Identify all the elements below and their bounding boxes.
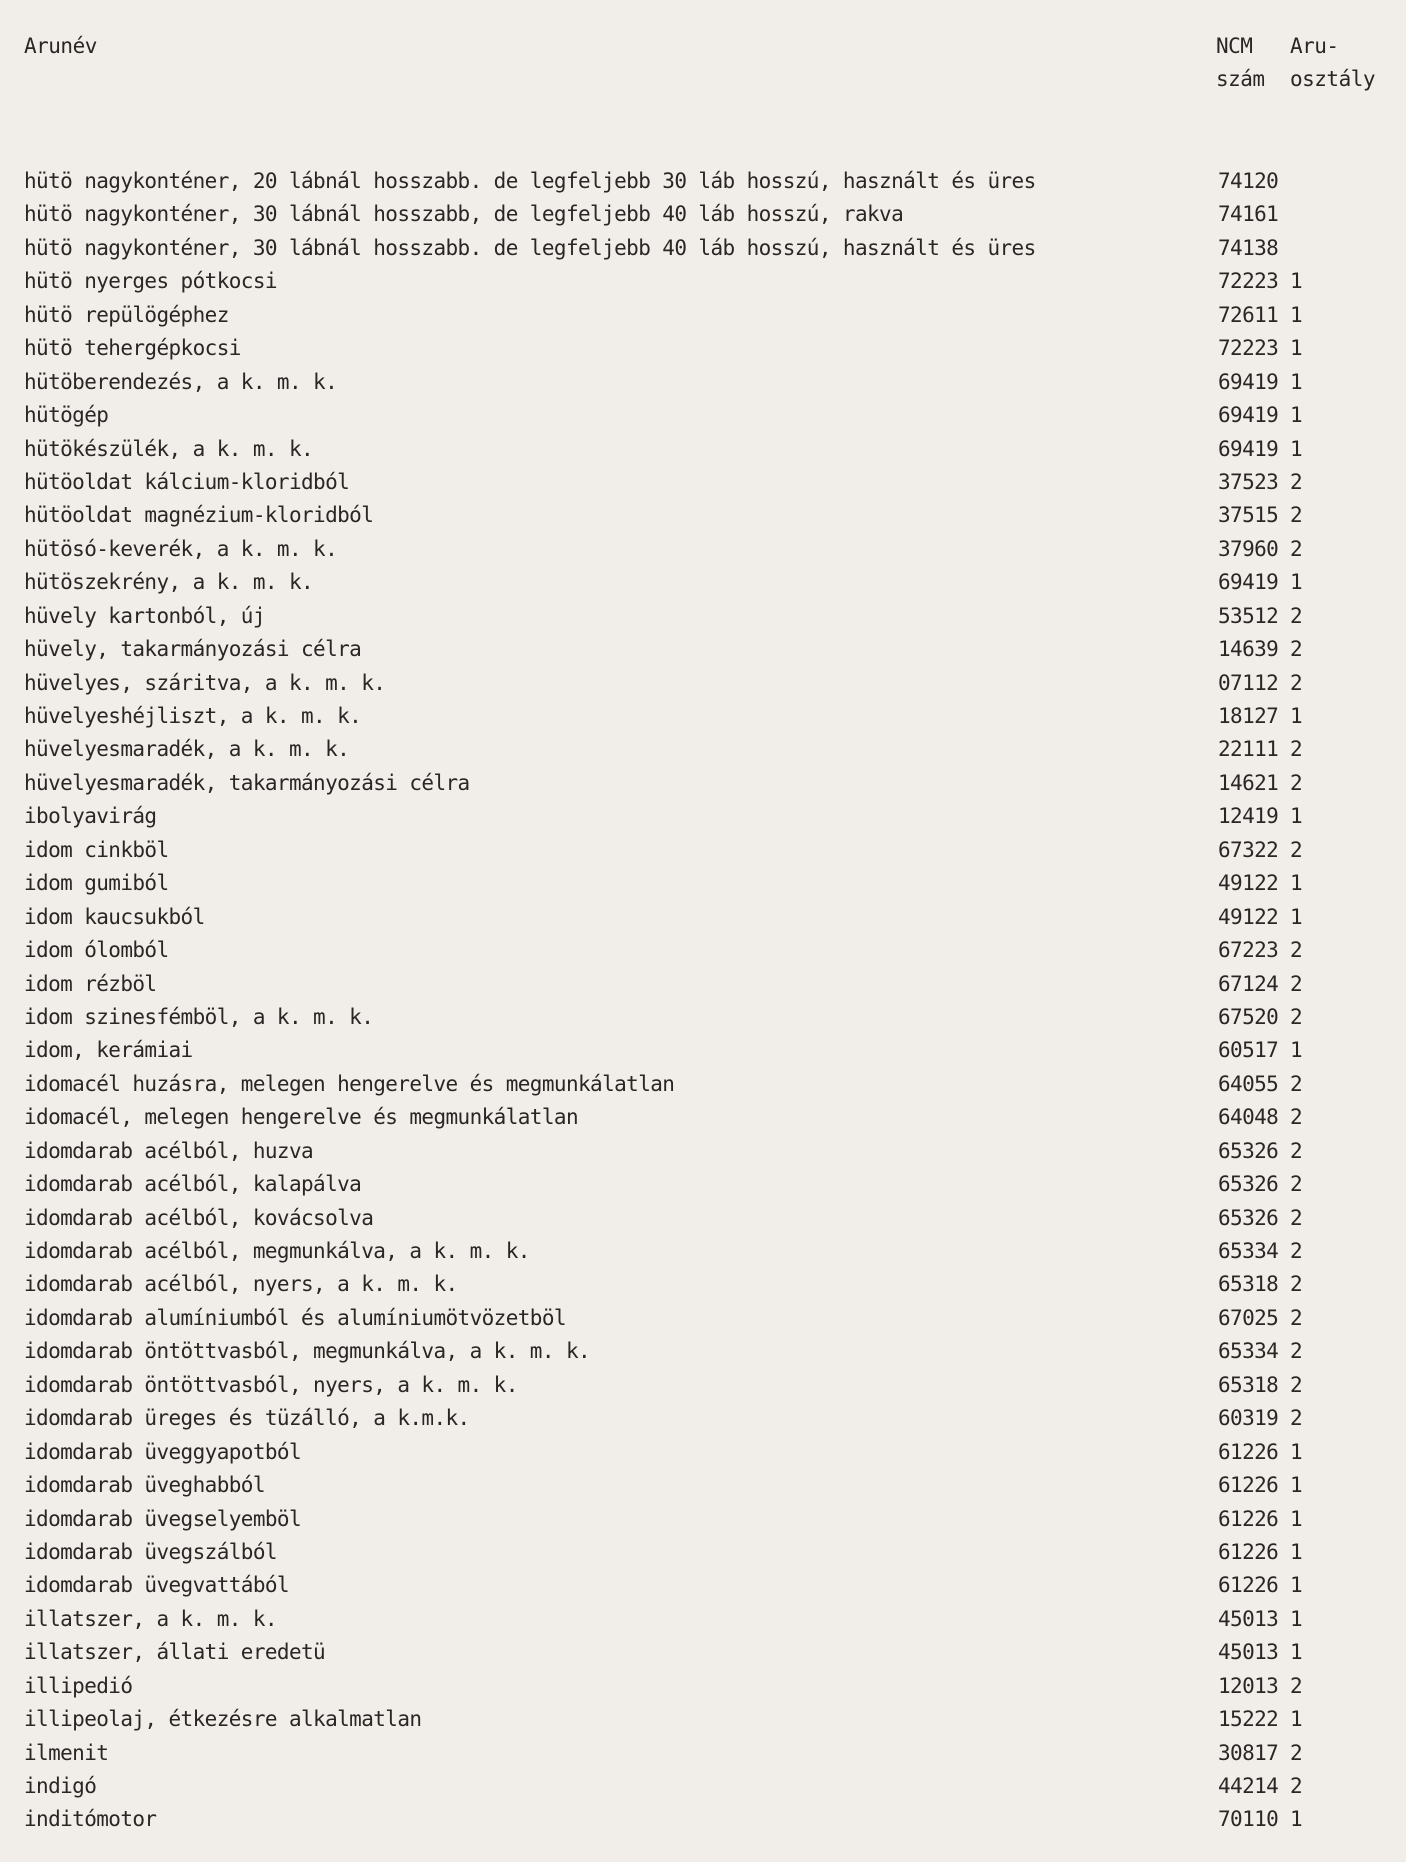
product-name: ilmenit: [24, 1740, 109, 1765]
product-class: 1: [1290, 369, 1303, 394]
list-item: [0, 1603, 1406, 1636]
list-item: [0, 968, 1406, 1001]
product-name: idomacél, melegen hengerelve és megmunkálatlan: [24, 1105, 578, 1130]
ncm-number: 14621: [1218, 770, 1279, 795]
product-class: 1: [1290, 704, 1303, 728]
product-name: hütöoldat magnézium-kloridból: [24, 503, 374, 528]
list-item: [0, 299, 1406, 332]
product-class: 2: [1290, 1774, 1303, 1798]
product-class: 1: [1290, 403, 1303, 428]
product-class: 2: [1290, 1105, 1303, 1130]
ncm-number: 61226: [1218, 1439, 1279, 1464]
ncm-number: 72223: [1218, 269, 1279, 294]
list-item: [0, 232, 1406, 265]
list-item: [0, 433, 1406, 466]
ncm-number: 67322: [1218, 837, 1279, 862]
product-name: hütögép: [24, 403, 109, 428]
product-class: 2: [1290, 1138, 1303, 1163]
product-class: 2: [1290, 1673, 1303, 1698]
product-name: idomdarab acélból, kalapálva: [24, 1172, 362, 1197]
product-name: idom szinesfémböl, a k. m. k.: [24, 1004, 374, 1029]
list-item: [0, 1101, 1406, 1134]
list-item: [0, 1770, 1406, 1803]
list-item: [0, 366, 1406, 399]
ncm-number: 61226: [1218, 1473, 1279, 1498]
product-name: hütöoldat kálcium-kloridból: [24, 469, 350, 494]
product-name: idomdarab üvegselyemböl: [24, 1506, 301, 1531]
product-class: 2: [1290, 1406, 1303, 1431]
ncm-number: 69419: [1218, 436, 1279, 461]
product-class: 1: [1290, 1573, 1303, 1598]
product-name: hütö nagykonténer, 20 lábnál hosszabb. de legfeljebb 30 láb hosszú, használt és üres: [24, 169, 1036, 193]
ncm-number: 64048: [1218, 1105, 1279, 1130]
product-name: hütö nagykonténer, 30 lábnál hosszabb. de legfeljebb 40 láb hosszú, használt és üres: [24, 235, 1036, 260]
product-name: ibolyavirág: [24, 804, 157, 829]
ncm-number: 74120: [1218, 169, 1279, 193]
ncm-number: 14639: [1218, 637, 1279, 662]
product-class: 2: [1290, 1004, 1303, 1029]
product-class: 1: [1290, 904, 1303, 929]
list-item: [0, 1503, 1406, 1536]
ncm-number: 65334: [1218, 1339, 1279, 1364]
product-name: hüvely kartonból, új: [24, 603, 265, 628]
product-name: idomdarab öntöttvasból, nyers, a k. m. k.: [24, 1372, 518, 1397]
list-item: [0, 1001, 1406, 1034]
ncm-number: 07112: [1218, 670, 1279, 695]
list-item: [0, 466, 1406, 499]
product-class: 2: [1290, 469, 1303, 494]
product-name: illipedió: [24, 1673, 133, 1698]
product-class: 2: [1290, 536, 1303, 561]
product-name: idomdarab acélból, kovácsolva: [24, 1205, 374, 1230]
product-class: 2: [1290, 637, 1303, 662]
product-name: idomacél huzásra, melegen hengerelve és megmunkálatlan: [24, 1071, 675, 1096]
ncm-number: 72223: [1218, 336, 1279, 361]
ncm-number: 74138: [1218, 235, 1279, 260]
product-class: 2: [1290, 1272, 1303, 1297]
list-item: [0, 1135, 1406, 1168]
list-item: [0, 633, 1406, 666]
list-item: [0, 499, 1406, 532]
ncm-number: 65326: [1218, 1138, 1279, 1163]
ncm-number: 12013: [1218, 1673, 1279, 1698]
ncm-number: 65318: [1218, 1372, 1279, 1397]
product-class: 2: [1290, 1172, 1303, 1197]
product-name: hüvelyesmaradék, a k. m. k.: [24, 737, 350, 762]
ncm-number: 61226: [1218, 1539, 1279, 1564]
ncm-number: 67025: [1218, 1305, 1279, 1330]
product-name: idom rézböl: [24, 971, 157, 996]
column-header-product-name: Arunév: [24, 34, 97, 58]
product-name: idomdarab acélból, nyers, a k. m. k.: [24, 1272, 458, 1297]
product-class: 1: [1290, 269, 1303, 294]
column-header-product-class: [1290, 30, 1375, 96]
product-class: 1: [1290, 1640, 1303, 1665]
list-item: [0, 767, 1406, 800]
product-class: 1: [1290, 336, 1303, 361]
ncm-number: 65326: [1218, 1205, 1279, 1230]
list-item: [0, 265, 1406, 298]
list-item: [0, 1737, 1406, 1770]
list-item: [0, 700, 1406, 733]
product-class: 1: [1290, 1807, 1303, 1832]
product-class: 1: [1290, 1606, 1303, 1631]
product-class: 2: [1290, 1305, 1303, 1330]
product-class: 1: [1290, 871, 1303, 896]
list-item: [0, 1302, 1406, 1335]
product-name: idom, kerámiai: [24, 1038, 193, 1063]
ncm-number: 74161: [1218, 202, 1279, 227]
product-name: hütösó-keverék, a k. m. k.: [24, 536, 338, 561]
product-class: 2: [1290, 1740, 1303, 1765]
product-name: illatszer, állati eredetü: [24, 1640, 326, 1665]
list-item: [0, 1068, 1406, 1101]
product-class: 1: [1290, 1439, 1303, 1464]
list-item: [0, 1569, 1406, 1602]
ncm-number: 49122: [1218, 871, 1279, 896]
list-item: [0, 332, 1406, 365]
product-name: inditómotor: [24, 1807, 157, 1832]
product-class: 1: [1290, 436, 1303, 461]
ncm-number: 72611: [1218, 302, 1279, 327]
product-class: 2: [1290, 503, 1303, 528]
product-name: idomdarab alumíniumból és alumíniumötvözetböl: [24, 1305, 566, 1330]
list-item: [0, 1335, 1406, 1368]
product-name: idomdarab öntöttvasból, megmunkálva, a k. m. k.: [24, 1339, 591, 1364]
list-item: [0, 667, 1406, 700]
ncm-number: 45013: [1218, 1640, 1279, 1665]
list-item: [0, 934, 1406, 967]
ncm-number: 22111: [1218, 737, 1279, 762]
list-item: [0, 1402, 1406, 1435]
product-class: 1: [1290, 1038, 1303, 1063]
class-header-line2: osztály: [1290, 67, 1376, 91]
list-item: [0, 1469, 1406, 1502]
list-item: [0, 399, 1406, 432]
ncm-number: 49122: [1218, 904, 1279, 929]
ncm-number: 18127: [1218, 704, 1279, 728]
product-class: 2: [1290, 670, 1303, 695]
product-class: 1: [1290, 1473, 1303, 1498]
product-name: idomdarab üveghabból: [24, 1473, 265, 1498]
product-class: 1: [1290, 1539, 1303, 1564]
product-class: 1: [1290, 804, 1303, 829]
product-class: 1: [1290, 1707, 1303, 1732]
product-name: idomdarab acélból, huzva: [24, 1138, 314, 1163]
ncm-number: 65334: [1218, 1239, 1279, 1263]
product-class: 2: [1290, 1339, 1303, 1364]
product-class: 2: [1290, 1071, 1303, 1096]
product-class: 2: [1290, 837, 1303, 862]
product-class: 2: [1290, 603, 1303, 628]
list-item: [0, 1703, 1406, 1736]
product-name: hütöszekrény, a k. m. k.: [24, 570, 314, 595]
list-item: [0, 1034, 1406, 1067]
product-name: hüvely, takarmányozási célra: [24, 637, 362, 662]
list-item: [0, 1369, 1406, 1402]
product-name: indigó: [24, 1774, 97, 1798]
product-name: hütö nagykonténer, 30 lábnál hosszabb, de legfeljebb 40 láb hosszú, rakva: [24, 202, 904, 227]
product-name: idomdarab üvegszálból: [24, 1539, 277, 1564]
ncm-number: 69419: [1218, 369, 1279, 394]
product-class: 2: [1290, 737, 1303, 762]
product-name: hütö nyerges pótkocsi: [24, 269, 277, 294]
ncm-number: 44214: [1218, 1774, 1279, 1798]
list-item: [0, 834, 1406, 867]
ncm-number: 64055: [1218, 1071, 1279, 1096]
product-name: idom ólomból: [24, 938, 169, 963]
list-item: [0, 165, 1406, 198]
ncm-number: 69419: [1218, 570, 1279, 595]
list-item: [0, 1235, 1406, 1268]
ncm-number: 61226: [1218, 1506, 1279, 1531]
ncm-number: 61226: [1218, 1573, 1279, 1598]
list-item: [0, 800, 1406, 833]
product-name: idomdarab üreges és tüzálló, a k.m.k.: [24, 1406, 470, 1431]
ncm-number: 67223: [1218, 938, 1279, 963]
product-name: hütökészülék, a k. m. k.: [24, 436, 314, 461]
list-item: [0, 1202, 1406, 1235]
ncm-number: 45013: [1218, 1606, 1279, 1631]
ncm-number: 70110: [1218, 1807, 1279, 1832]
ncm-number: 65318: [1218, 1272, 1279, 1297]
list-item: [0, 600, 1406, 633]
product-name: hüvelyes, száritva, a k. m. k.: [24, 670, 386, 695]
product-name: idomdarab üveggyapotból: [24, 1439, 301, 1464]
column-header-ncm-number: [1216, 30, 1265, 96]
list-item: [0, 1436, 1406, 1469]
list-item: [0, 867, 1406, 900]
product-name: illatszer, a k. m. k.: [24, 1606, 277, 1631]
ncm-number: 65326: [1218, 1172, 1279, 1197]
product-class: 1: [1290, 1506, 1303, 1531]
product-name: idom gumiból: [24, 871, 169, 896]
ncm-number: 37523: [1218, 469, 1279, 494]
ncm-number: 15222: [1218, 1707, 1279, 1732]
ncm-number: 67520: [1218, 1004, 1279, 1029]
ncm-number: 12419: [1218, 804, 1279, 829]
list-item: [0, 198, 1406, 231]
list-item: [0, 1670, 1406, 1703]
product-class: 1: [1290, 302, 1303, 327]
product-name: hütö repülögéphez: [24, 302, 229, 327]
product-name: idomdarab üvegvattából: [24, 1573, 289, 1598]
class-header-line1: Aru-: [1290, 34, 1339, 58]
product-class: 2: [1290, 1372, 1303, 1397]
product-name: idomdarab acélból, megmunkálva, a k. m. k.: [24, 1239, 530, 1263]
ncm-number: 60517: [1218, 1038, 1279, 1063]
ncm-number: 53512: [1218, 603, 1279, 628]
list-item: [0, 533, 1406, 566]
product-name: hütö tehergépkocsi: [24, 336, 241, 361]
list-item: [0, 1168, 1406, 1201]
product-name: hüvelyesmaradék, takarmányozási célra: [24, 770, 470, 795]
ncm-number: 67124: [1218, 971, 1279, 996]
product-class: 2: [1290, 1239, 1303, 1263]
product-name: idom cinkböl: [24, 837, 169, 862]
product-name: hüvelyeshéjliszt, a k. m. k.: [24, 704, 362, 728]
product-class: 2: [1290, 971, 1303, 996]
product-list: [0, 165, 1406, 1837]
list-item: [0, 1636, 1406, 1669]
ncm-header-line1: NCM: [1216, 34, 1253, 58]
product-class: 1: [1290, 570, 1303, 595]
product-class: 2: [1290, 938, 1303, 963]
list-item: [0, 901, 1406, 934]
product-name: hütöberendezés, a k. m. k.: [24, 369, 338, 394]
ncm-number: 60319: [1218, 1406, 1279, 1431]
list-item: [0, 733, 1406, 766]
product-name: illipeolaj, étkezésre alkalmatlan: [24, 1707, 422, 1732]
ncm-number: 30817: [1218, 1740, 1279, 1765]
product-name: idom kaucsukból: [24, 904, 205, 929]
list-item: [0, 1803, 1406, 1836]
ncm-header-line2: szám: [1216, 67, 1265, 91]
product-class: 2: [1290, 770, 1303, 795]
ncm-number: 69419: [1218, 403, 1279, 428]
product-class: 2: [1290, 1205, 1303, 1230]
ncm-number: 37960: [1218, 536, 1279, 561]
ncm-number: 37515: [1218, 503, 1279, 528]
list-item: [0, 1536, 1406, 1569]
list-item: [0, 566, 1406, 599]
list-item: [0, 1268, 1406, 1301]
